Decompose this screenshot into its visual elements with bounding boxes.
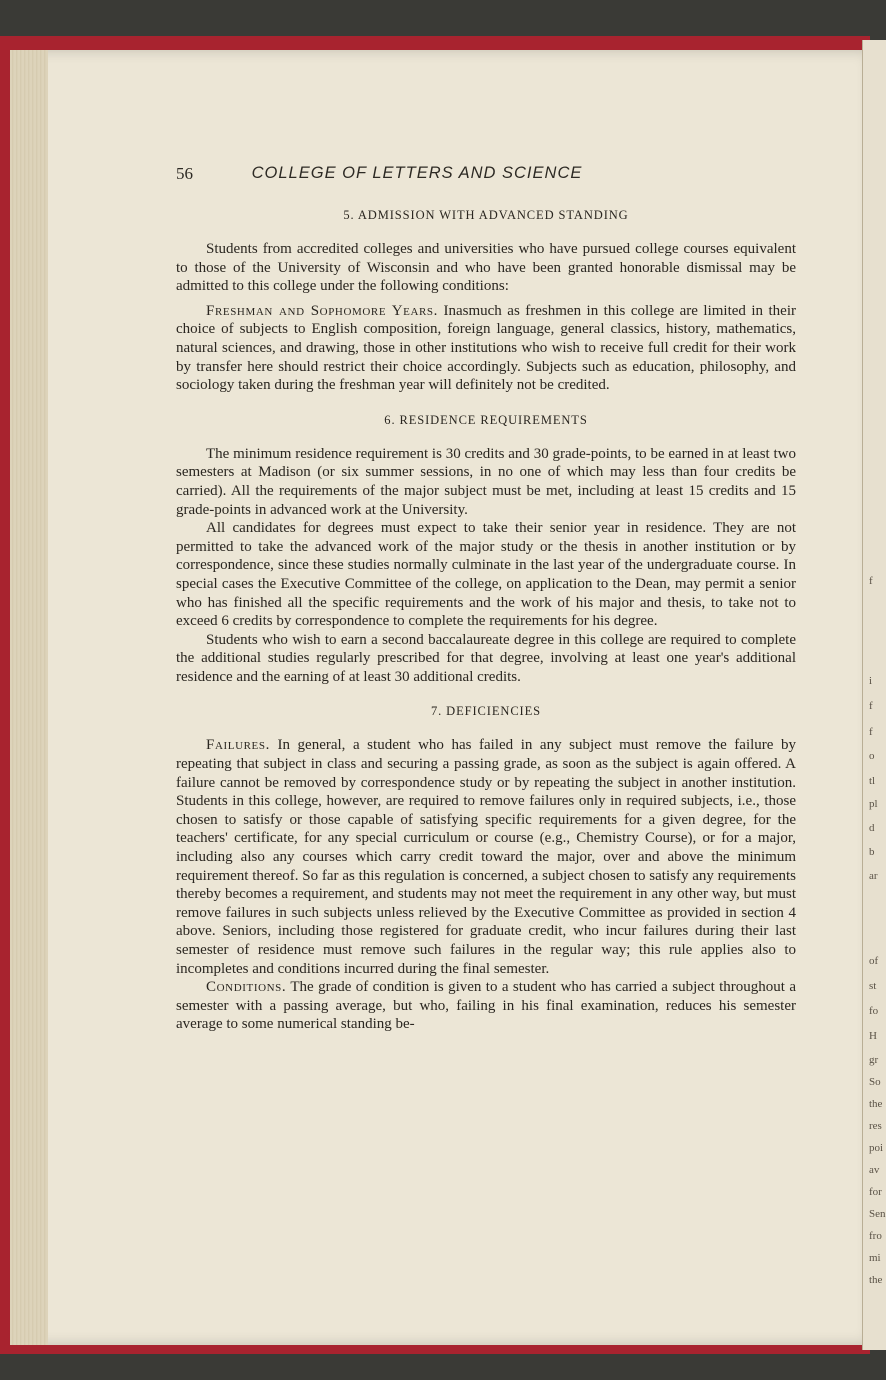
facing-fragment: H [869, 1030, 877, 1042]
residence-paragraph-3: Students who wish to earn a second baccalaureate degree in this college are required to complete the additional studies regularly prescribed for that degree, involving at least one year's additional residence and the earning of at least 30 additional credits. [176, 631, 796, 685]
paragraph-lead: Freshman and Sophomore Years. [206, 302, 439, 319]
residence-paragraph-1: The minimum residence requirement is 30 credits and 30 grade-points, to be earned in at least two semesters at Madison (or six summer sessions, in no one of which may less than four credits be carried). All the requirements of the major subject must be met, including at least 15 credits and 15 grade-points in advanced work at the University. [176, 445, 796, 518]
paragraph-lead: Failures. [206, 737, 270, 754]
facing-fragment: poi [869, 1142, 884, 1154]
section-heading-admission: 5. ADMISSION WITH ADVANCED STANDING [343, 208, 629, 222]
facing-fragment: Sen [869, 1208, 886, 1220]
running-title: COLLEGE OF LETTERS AND SCIENCE [251, 164, 583, 182]
section-heading-deficiencies: 7. DEFICIENCIES [430, 704, 542, 719]
page-header [176, 164, 786, 190]
facing-fragment: f [869, 726, 873, 738]
facing-page-edge [862, 40, 886, 1350]
residence-paragraph-2: All candidates for degrees must expect to take their senior year in residence. They are not permitted to take the advanced work of the major study or the thesis in another institution or by correspondence, since these studies normally culminate in the last year of the undergraduate course. In special cases the Executive Committee of the college, on application to the Dean, may permit a senior who has finished all the specific requirements and the work of his major and thesis, to take not to exceed 6 credits by correspondence to complete the requirements for his degree. [176, 520, 796, 630]
facing-fragment: i [869, 675, 873, 687]
paragraph-body: Inasmuch as freshmen in this college are limited in their choice of subjects to English composition, foreign language, general classics, history, mathematics, natural sciences, and drawing, those in other institutions who wish to receive full credit for their work by transfer here should restrict their choice accordingly. Subjects such as education, philosophy, and sociology taken during the freshman year will definitely not be credited. [176, 302, 797, 394]
facing-fragment: ar [869, 870, 878, 882]
facing-fragment: av [869, 1164, 880, 1176]
conditions-paragraph [176, 978, 796, 1034]
facing-fragment: So [869, 1076, 881, 1088]
section-heading-residence: 6. RESIDENCE REQUIREMENTS [384, 412, 588, 427]
facing-fragment: fro [869, 1230, 882, 1242]
failures-paragraph [176, 736, 796, 978]
facing-fragment: f [869, 700, 873, 712]
facing-fragment: mi [869, 1252, 881, 1264]
facing-fragment: fo [869, 1005, 879, 1017]
facing-fragment: of [869, 955, 879, 967]
page-number: 56 [176, 164, 193, 183]
facing-fragment: res [869, 1120, 882, 1132]
facing-fragment: b [869, 846, 875, 858]
facing-fragment: st [869, 980, 877, 992]
page-edges [10, 50, 48, 1345]
facing-fragment: the [869, 1274, 883, 1286]
admission-intro-paragraph: Students from accredited colleges and universities who have pursued college courses equivalent to those of the University of Wisconsin and who have been granted honorable dismissal may be admitted to this college under the following conditions: [176, 241, 796, 295]
facing-fragment: o [869, 750, 875, 762]
facing-fragment: f [869, 575, 873, 587]
facing-fragment: gr [869, 1054, 879, 1066]
paragraph-lead: Conditions. [206, 979, 287, 996]
facing-fragment: the [869, 1098, 883, 1110]
facing-fragment: tl [869, 775, 876, 787]
freshman-sophomore-paragraph [176, 302, 796, 395]
facing-fragment: pl [869, 798, 878, 810]
facing-fragment: for [869, 1186, 882, 1198]
facing-fragment: d [869, 822, 875, 834]
page-body [176, 206, 796, 1034]
paragraph-body: In general, a student who has failed in any subject must remove the failure by repeating that subject in class and securing a passing grade, as soon as the subject is again offered. A failure cannot be removed by correspondence study or by repeating the subject in another institution. Students in this college, however, are required to remove failures only in required subjects, i.e., those chosen to satisfy or those capable of satisfying specific requirements for a given degree, for the teachers' certificate, for any special curriculum or course (e.g., Chemistry Course), or for a major, including also any courses which carry credit toward the major, over and above the minimum requirement thereof. So far as this regulation is concerned, a subject chosen to satisfy any requirements thereby becomes a requirement, and students may not meet the requirement in any other way, but must remove failures in such subjects unless relieved by the Executive Committee as provided in section 4 above. Seniors, including those registered for graduate credit, who incur failures during their last semester of residence must remove such failures in the regular way; this rule applies also to incompletes and conditions incurred during the final semester. [176, 737, 796, 977]
paragraph-body: The grade of condition is given to a student who has carried a subject throughout a semester with a passing average, but who, failing in his final examination, reduces his semester average to some numerical standing be- [176, 979, 796, 1033]
